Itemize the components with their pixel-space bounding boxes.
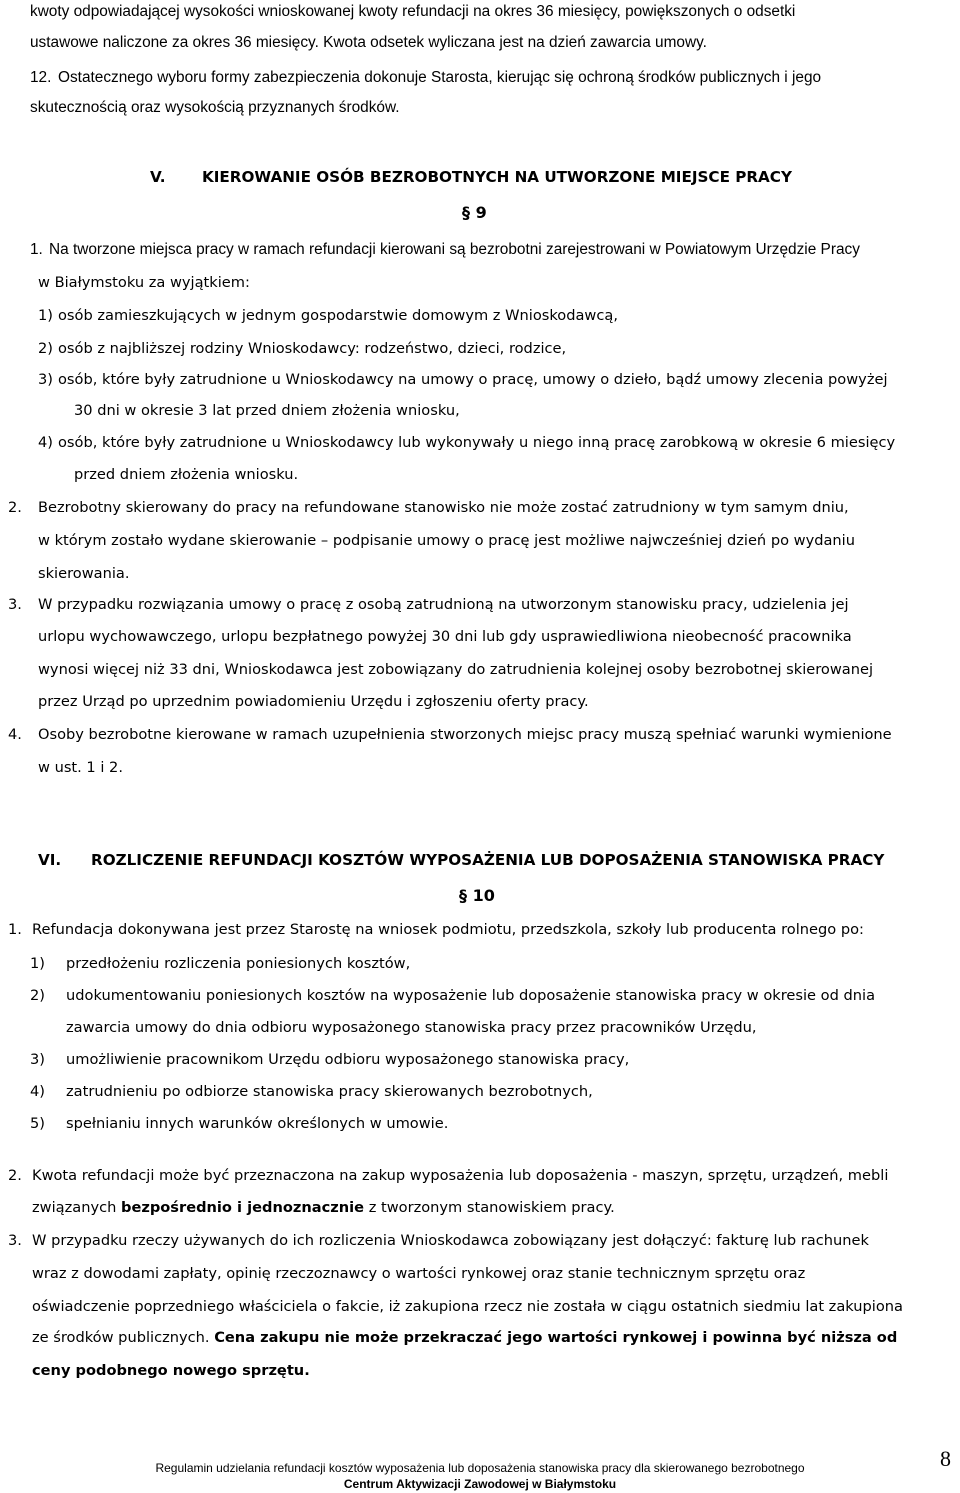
paragraph-line xyxy=(32,1328,897,1348)
paragraph-line: Na tworzone miejsca pracy w ramach refundacji kierowani są bezrobotni zarejestrowani w Powiatowym Urzędzie Pracy xyxy=(49,241,860,258)
paragraph-line: w Białymstoku za wyjątkiem: xyxy=(38,274,250,291)
item-number: 5) xyxy=(30,1115,45,1132)
paragraph-line: Refundacja dokonywana jest przez Starostę na wniosek podmiotu, przedszkola, szkoły lub producenta rolnego po: xyxy=(32,921,864,938)
paragraph-line: W przypadku rozwiązania umowy o pracę z osobą zatrudnioną na utworzonym stanowisku pracy, udzielenia jej xyxy=(38,596,849,613)
item-number: 3) xyxy=(30,1051,45,1068)
item-number: 2. xyxy=(8,1167,22,1184)
text: W przypadku rzeczy używanych do ich rozliczenia Wnioskodawca zobowiązany jest dołączyć: fakturę lub rachunek xyxy=(32,1232,869,1249)
paragraph-line: w którym zostało wydane skierowanie – podpisanie umowy o pracę jest możliwe najwcześniej dzień po wydaniu xyxy=(38,532,855,549)
paragraph-line: Osoby bezrobotne kierowane w ramach uzupełnienia stworzonych miejsc pracy muszą spełniać warunki wymienione xyxy=(38,726,892,743)
footer-title: Regulamin udzielania refundacji kosztów wyposażenia lub doposażenia stanowiska pracy dla skierowanego bezrobotnego xyxy=(155,1461,805,1475)
item-number: 2. xyxy=(8,499,22,516)
item-number: 1) xyxy=(30,955,45,972)
paragraph-line: ceny podobnego nowego sprzętu. xyxy=(32,1362,310,1379)
section-number: VI. xyxy=(38,851,62,869)
list-item: przedłożeniu rozliczenia poniesionych kosztów, xyxy=(66,955,411,972)
item-number: 3) xyxy=(38,371,53,388)
list-item-continued: zawarcia umowy do dnia odbioru wyposażonego stanowiska pracy przez pracowników Urzędu, xyxy=(66,1019,757,1036)
text: kwoty odpowiadającej wysokości wnioskowanej kwoty refundacji na okres 36 miesięcy, powiększonych o odsetki xyxy=(30,3,796,20)
section-title: KIEROWANIE OSÓB BEZROBOTNYCH NA UTWORZONE MIEJSCE PRACY xyxy=(202,168,792,186)
text: Bezrobotny skierowany do pracy na refundowane stanowisko nie może zostać zatrudniony w tym samym dniu, xyxy=(38,499,849,516)
item-number: 3. xyxy=(8,596,22,613)
item-number: 2) xyxy=(30,987,45,1004)
paragraph-sign: § 9 xyxy=(462,203,487,222)
footer-organization: Centrum Aktywizacji Zawodowej w Białymstoku xyxy=(343,1477,617,1491)
list-item-continued: przed dniem złożenia wniosku. xyxy=(74,466,299,483)
list-item: umożliwienie pracownikom Urzędu odbioru wyposażonego stanowiska pracy, xyxy=(66,1051,630,1068)
list-item: osób, które były zatrudnione u Wnioskodawcy na umowy o pracę, umowy o dzieło, bądź umowy zlecenia powyżej xyxy=(58,371,888,388)
paragraph-sign: § 10 xyxy=(459,886,495,905)
list-item: osób z najbliższej rodziny Wnioskodawcy: rodzeństwo, dzieci, rodzice, xyxy=(58,340,567,357)
paragraph-line: ustawowe naliczone za okres 36 miesięcy. Kwota odsetek wyliczana jest na dzień zawarcia umowy. xyxy=(30,34,707,51)
list-item: spełnianiu innych warunków określonych w umowie. xyxy=(66,1115,449,1132)
text: z tworzonym stanowiskiem pracy. xyxy=(364,1199,615,1216)
page-number: 8 xyxy=(940,1446,951,1471)
paragraph-line: urlopu wychowawczego, urlopu bezpłatnego powyżej 30 dni lub gdy usprawiedliwiona nieobecność pracownika xyxy=(38,628,852,645)
text: związanych xyxy=(32,1199,121,1216)
item-number: 4. xyxy=(8,726,22,743)
paragraph-line xyxy=(38,498,958,518)
paragraph-line: skierowania. xyxy=(38,565,130,582)
list-item: zatrudnieniu po odbiorze stanowiska pracy skierowanych bezrobotnych, xyxy=(66,1083,593,1100)
paragraph-line: w ust. 1 i 2. xyxy=(38,759,123,776)
item-number: 4) xyxy=(30,1083,45,1100)
list-item-continued: 30 dni w okresie 3 lat przed dniem złożenia wniosku, xyxy=(74,402,460,419)
paragraph-line: Kwota refundacji może być przeznaczona na zakup wyposażenia lub doposażenia - maszyn, sprzętu, urządzeń, mebli xyxy=(32,1167,889,1184)
section-number: V. xyxy=(150,168,166,186)
bold-text: bezpośrednio i jednoznacznie xyxy=(121,1199,365,1216)
item-number: 12. xyxy=(30,69,52,86)
list-item: osób, które były zatrudnione u Wnioskodawcy lub wykonywały u niego inną pracę zarobkową w okresie 6 miesięcy xyxy=(58,434,896,451)
paragraph-line: przez Urząd po uprzednim powiadomieniu Urzędu i zgłoszeniu oferty pracy. xyxy=(38,693,589,710)
paragraph-line: wraz z dowodami zapłaty, opinię rzeczoznawcy o wartości rynkowej oraz stanie technicznym sprzętu oraz xyxy=(32,1265,806,1282)
item-number: 3. xyxy=(8,1232,22,1249)
item-number: 2) xyxy=(38,340,53,357)
paragraph-line xyxy=(32,1198,615,1218)
item-number: 1. xyxy=(30,241,43,258)
item-number: 1. xyxy=(8,921,22,938)
paragraph-line: wynosi więcej niż 33 dni, Wnioskodawca jest zobowiązany do zatrudnienia kolejnej osoby bezrobotnej skierowanej xyxy=(38,661,873,678)
paragraph-line xyxy=(32,1231,958,1251)
item-number: 4) xyxy=(38,434,53,451)
list-item: udokumentowaniu poniesionych kosztów na wyposażenie lub doposażenie stanowiska pracy w okresie od dnia xyxy=(66,987,876,1004)
bold-text: Cena zakupu nie może przekraczać jego wartości rynkowej i powinna być niższa od xyxy=(214,1329,898,1346)
paragraph-line: skutecznością oraz wysokością przyznanych środków. xyxy=(30,99,400,116)
paragraph-line: Ostatecznego wyboru formy zabezpieczenia dokonuje Starosta, kierując się ochroną środków publicznych i jego xyxy=(58,69,822,86)
section-title: ROZLICZENIE REFUNDACJI KOSZTÓW WYPOSAŻENIA LUB DOPOSAŻENIA STANOWISKA PRACY xyxy=(91,851,885,869)
list-item: osób zamieszkujących w jednym gospodarstwie domowym z Wnioskodawcą, xyxy=(58,307,618,324)
item-number: 1) xyxy=(38,307,53,324)
paragraph-line: oświadczenie poprzedniego właściciela o fakcie, iż zakupiona rzecz nie została w ciągu ostatnich siedmiu lat zakupiona xyxy=(32,1298,903,1315)
paragraph-line xyxy=(30,2,958,22)
text: ze środków publicznych. xyxy=(32,1329,215,1346)
